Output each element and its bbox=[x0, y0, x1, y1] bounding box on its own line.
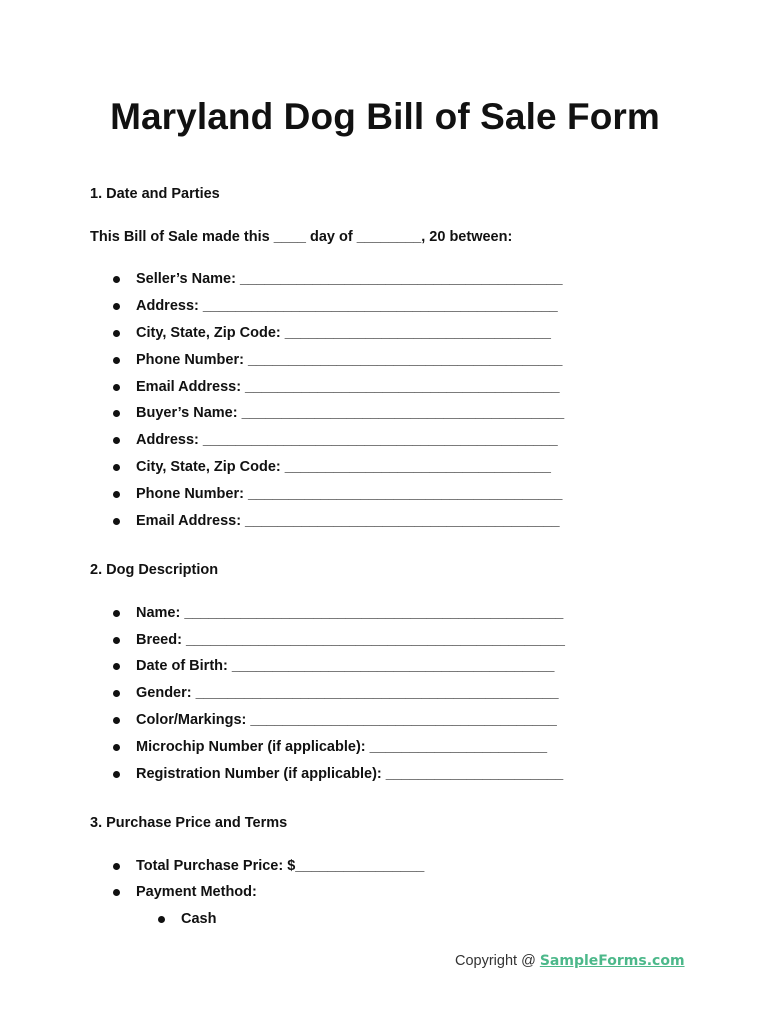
bullet-icon bbox=[113, 889, 120, 896]
bullet-icon bbox=[113, 863, 120, 870]
intro-paragraph: This Bill of Sale made this ____ day of ________, 20 between: bbox=[90, 229, 513, 245]
bullet-icon bbox=[113, 637, 120, 644]
bullet-icon bbox=[113, 464, 120, 471]
bullet-icon bbox=[113, 518, 120, 525]
document-title: Maryland Dog Bill of Sale Form bbox=[110, 96, 660, 137]
bullet-icon bbox=[113, 690, 120, 697]
bullet-icon bbox=[113, 357, 120, 364]
bullet-icon bbox=[113, 276, 120, 283]
document-page: Maryland Dog Bill of Sale Form 1. Date and Parties This Bill of Sale made this ____ day of ________, 20 between: Seller’s Name: ________________________________________ Address: ____________________________________________ City, State, Zip Code: _________________________________ Phone Number: _______________________________________ Email Address: _______________________________________ Buyer’s Name: ________________________________________ Address: ____________________________________________ City, State, Zip Code: _________________________________ Phone Number: _______________________________________ Email Address: _______________________________________ 2. Dog Description Name: _______________________________________________ Breed: _______________________________________________ Date of Birth: ________________________________________ Gender: _____________________________________________ Color/Markings: ______________________________________ Microchip Number (if applicable): ______________________ Registration Number (if applicable): ______________________ 3. Purchase Price and Terms Total Purchase Price: $________________ Payment Method: Cash Copyright @ SampleForms.com bbox=[0, 0, 770, 1024]
bullet-icon bbox=[113, 384, 120, 391]
sampleforms-link[interactable]: SampleForms.com bbox=[539, 953, 685, 969]
copyright-footer bbox=[455, 953, 685, 969]
bullet-icon bbox=[113, 717, 120, 724]
bullet-icon bbox=[113, 744, 120, 751]
section-heading-date-and-parties: 1. Date and Parties bbox=[90, 186, 220, 202]
section-heading-purchase-price: 3. Purchase Price and Terms bbox=[90, 815, 288, 831]
bullet-icon bbox=[113, 303, 120, 310]
bullet-icon bbox=[113, 410, 120, 417]
section-heading-dog-description: 2. Dog Description bbox=[90, 562, 219, 578]
bullet-icon bbox=[113, 771, 120, 778]
bullet-icon bbox=[113, 491, 120, 498]
bullet-icon bbox=[158, 916, 165, 923]
bullet-icon bbox=[113, 663, 120, 670]
bullet-icon bbox=[113, 437, 120, 444]
copyright-prefix: Copyright @ bbox=[455, 953, 540, 969]
bullet-icon bbox=[113, 610, 120, 617]
bullet-icon bbox=[113, 330, 120, 337]
